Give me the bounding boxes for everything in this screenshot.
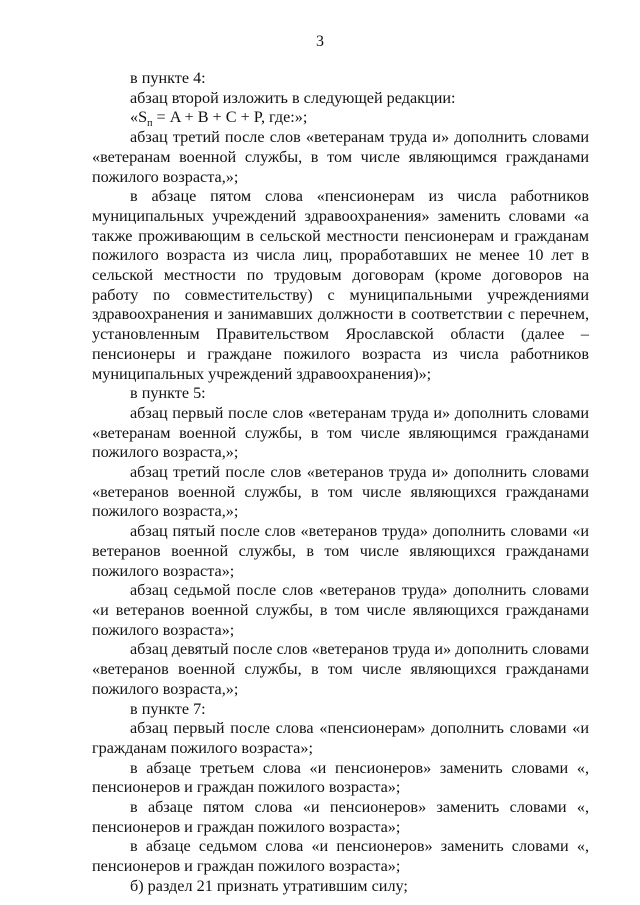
paragraph-item-7-fifth: в абзаце пятом слова «и пенсионеров» заменить словами «, пенсионеров и граждан пожилого возраста»; <box>92 798 589 836</box>
paragraph-item-5-header: в пункте 5: <box>130 384 206 403</box>
formula-prefix: «S <box>130 108 148 127</box>
formula-rest: = A + B + C + P, где:»; <box>152 108 308 127</box>
paragraph-item-5-ninth: абзац девятый после слов «ветеранов труда и» дополнить словами «ветеранов военной службы, в том числе являющихся гражданами пожилого возраста,»; <box>92 640 589 698</box>
paragraph-item-7-first: абзац первый после слова «пенсионерам» дополнить словами «и гражданам пожилого возраста»; <box>92 719 589 757</box>
paragraph-item-7-header: в пункте 7: <box>130 699 206 718</box>
paragraph-third-abzac: абзац третий после слов «ветеранам труда и» дополнить словами «ветеранам военной службы, в том числе являющимся гражданами пожилого возраста,»; <box>92 128 589 186</box>
paragraph-section-21: б) раздел 21 признать утратившим силу; <box>130 876 408 895</box>
paragraph-item-7-third: в абзаце третьем слова «и пенсионеров» заменить словами «, пенсионеров и граждан пожилого возраста»; <box>92 758 589 797</box>
page-number: 3 <box>316 33 324 50</box>
paragraph-item-5-seventh: абзац седьмой после слов «ветеранов труда» дополнить словами «и ветеранов военной службы, в том числе являющихся гражданами пожилого возраста»; <box>92 581 589 639</box>
paragraph-second-abzac-edit: абзац второй изложить в следующей редакции: <box>130 88 456 107</box>
paragraph-item-5-first: абзац первый после слов «ветеранам труда и» дополнить словами «ветеранам военной службы, в том числе являющимся гражданами пожилого возраста,»; <box>92 403 589 462</box>
document-body <box>92 69 589 897</box>
paragraph-fifth-abzac: в абзаце пятом слова «пенсионерам из числа работников муниципальных учреждений здравоохранения» заменить словами «а также проживающим в сельской местности пенсионерам и гражданам пожилого возраста из числа лиц, проработавших не менее 10 лет в сельской местности по трудовым договорам (кроме договоров на работу по совместительству) с муниципальными учреждениями здравоохранения и занимавших должности в соответствии с перечнем, установленным Правительством Ярославской области (далее – пенсионеры и граждане пожилого возраста из числа работников муниципальных учреждений здравоохранения)»; <box>92 187 589 383</box>
formula-subscript: п <box>147 118 153 130</box>
formula-line <box>92 108 589 128</box>
paragraph-item-5-fifth: абзац пятый после слов «ветеранов труда» дополнить словами «и ветеранов военной службы, в том числе являющихся гражданами пожилого возраста»; <box>92 522 589 580</box>
paragraph-item-7-seventh: в абзаце седьмом слова «и пенсионеров» заменить словами «, пенсионеров и граждан пожилого возраста»; <box>92 837 589 876</box>
paragraph-item-5-third: абзац третий после слов «ветеранов труда и» дополнить словами «ветеранов военной службы, в том числе являющихся гражданами пожилого возраста,»; <box>92 463 589 521</box>
paragraph-item-4-header: в пункте 4: <box>130 69 206 87</box>
